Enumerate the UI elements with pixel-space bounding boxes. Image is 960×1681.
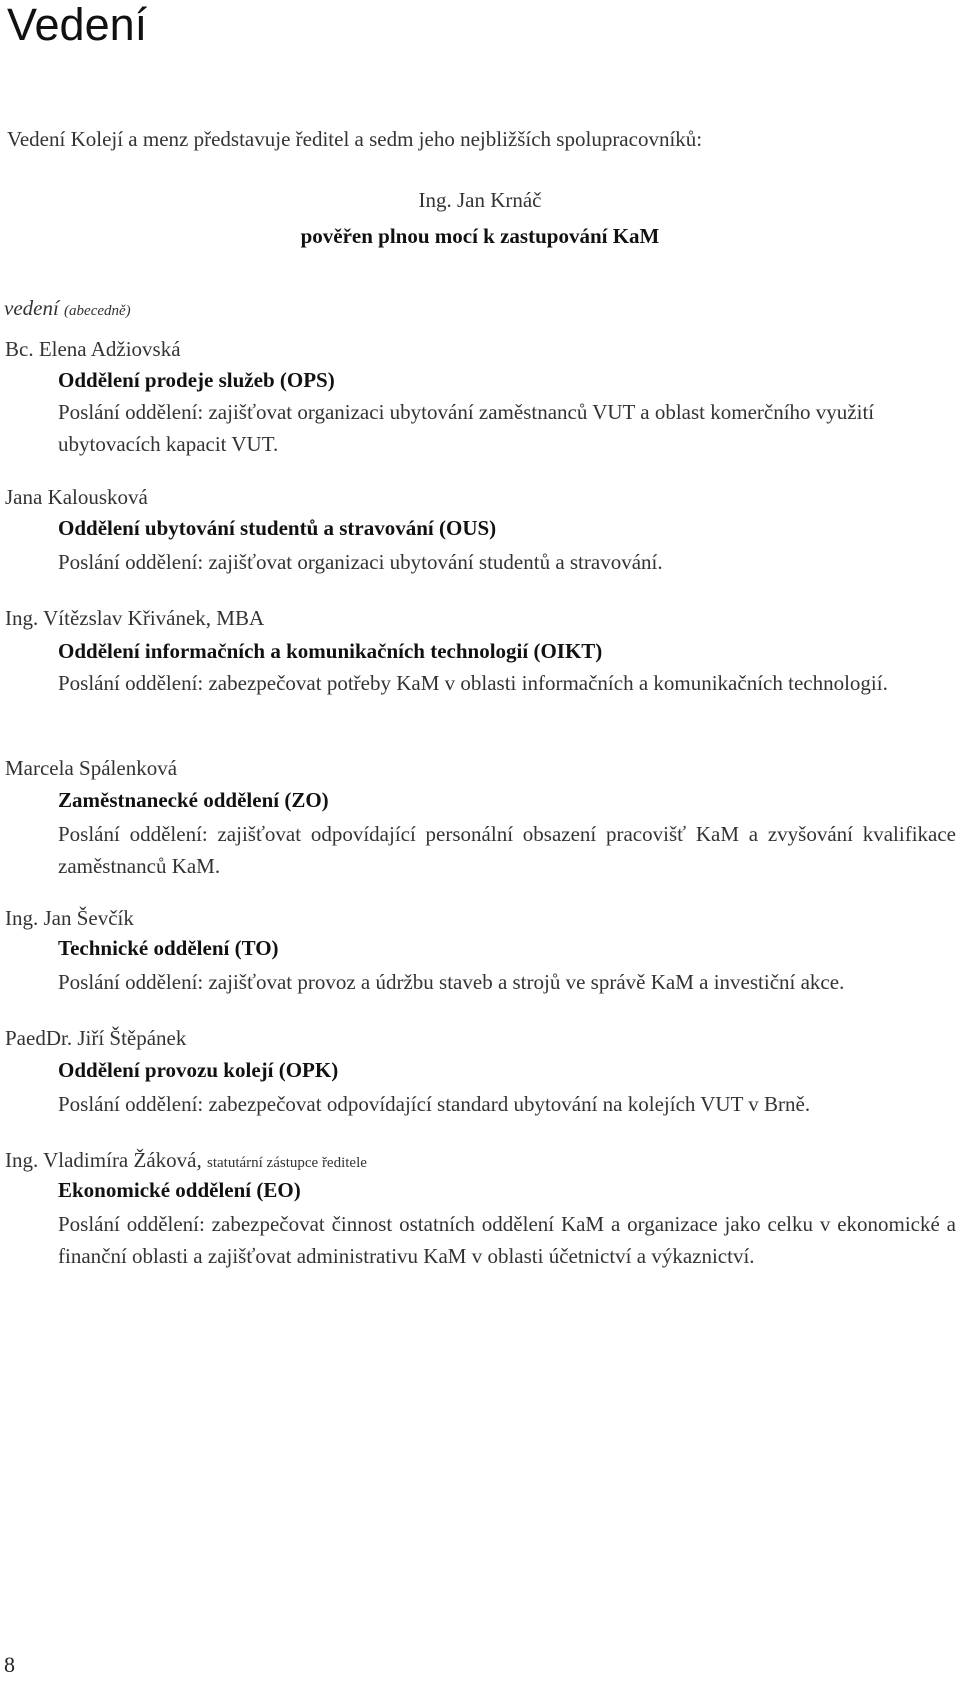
section-person-zo [5, 754, 177, 782]
management-label-note: (abecedně) [64, 303, 131, 319]
director-role: pověřen plnou mocí k zastupování KaM [300, 224, 660, 248]
department-mission-ops: Poslání oddělení: zajišťovat organizaci ubytování zaměstnanců VUT a oblast komerčního využití ubytovacích kapacit VUT. [58, 400, 875, 456]
person-name: Ing. Jan Ševčík [5, 906, 134, 930]
person-note: statutární zástupce ředitele [206, 1155, 367, 1171]
section-person-ous [5, 483, 148, 511]
department-title-oikt: Oddělení informačních a komunikačních technologií (OIKT) [58, 639, 603, 663]
page-number: 8 [4, 1652, 15, 1677]
person-name: Bc. Elena Adžiovská [5, 337, 181, 361]
page-title: Vedení [7, 0, 148, 50]
section-person-to [5, 904, 134, 932]
department-title-opk: Oddělení provozu kolejí (OPK) [58, 1058, 339, 1082]
management-label-text: vedení [4, 296, 59, 320]
department-mission-oikt: Poslání oddělení: zabezpečovat potřeby KaM v oblasti informačních a komunikačních technologií. [58, 671, 888, 695]
management-label [4, 294, 131, 325]
section-person-eo [5, 1146, 367, 1177]
director-name: Ing. Jan Krnáč [418, 188, 542, 212]
department-mission-zo: Poslání oddělení: zajišťovat odpovídající personální obsazení pracovišť KaM a zvyšování kvalifikace zaměstnanců KaM. [58, 822, 956, 878]
section-person-ops [5, 335, 181, 363]
person-name: PaedDr. Jiří Štěpánek [5, 1026, 187, 1050]
intro-text: Vedení Kolejí a menz představuje ředitel a sedm jeho nejbližších spolupracovníků: [7, 127, 703, 151]
department-title-to: Technické oddělení (TO) [58, 936, 279, 960]
person-name: Ing. Vladimíra Žáková, [5, 1148, 202, 1172]
person-name: Ing. Vítězslav Křivánek, MBA [5, 606, 265, 630]
department-title-ous: Oddělení ubytování studentů a stravování (OUS) [58, 516, 497, 540]
department-title-zo: Zaměstnanecké oddělení (ZO) [58, 788, 329, 812]
department-mission-eo: Poslání oddělení: zabezpečovat činnost ostatních oddělení KaM a organizace jako celku v ekonomické a finanční oblasti a zajišťovat administrativu KaM v oblasti účetnictví a výkaznictví. [58, 1212, 956, 1268]
section-person-opk [5, 1024, 186, 1052]
department-mission-opk: Poslání oddělení: zabezpečovat odpovídající standard ubytování na kolejích VUT v Brně. [58, 1092, 811, 1116]
department-title-eo: Ekonomické oddělení (EO) [58, 1178, 301, 1202]
department-mission-ous: Poslání oddělení: zajišťovat organizaci ubytování studentů a stravování. [58, 550, 663, 574]
department-mission-to: Poslání oddělení: zajišťovat provoz a údržbu staveb a strojů ve správě KaM a investiční akce. [58, 970, 845, 994]
department-title-ops: Oddělení prodeje služeb (OPS) [58, 368, 335, 392]
person-name: Jana Kalousková [5, 485, 148, 509]
person-name: Marcela Spálenková [5, 756, 178, 780]
section-person-oikt [5, 604, 264, 632]
